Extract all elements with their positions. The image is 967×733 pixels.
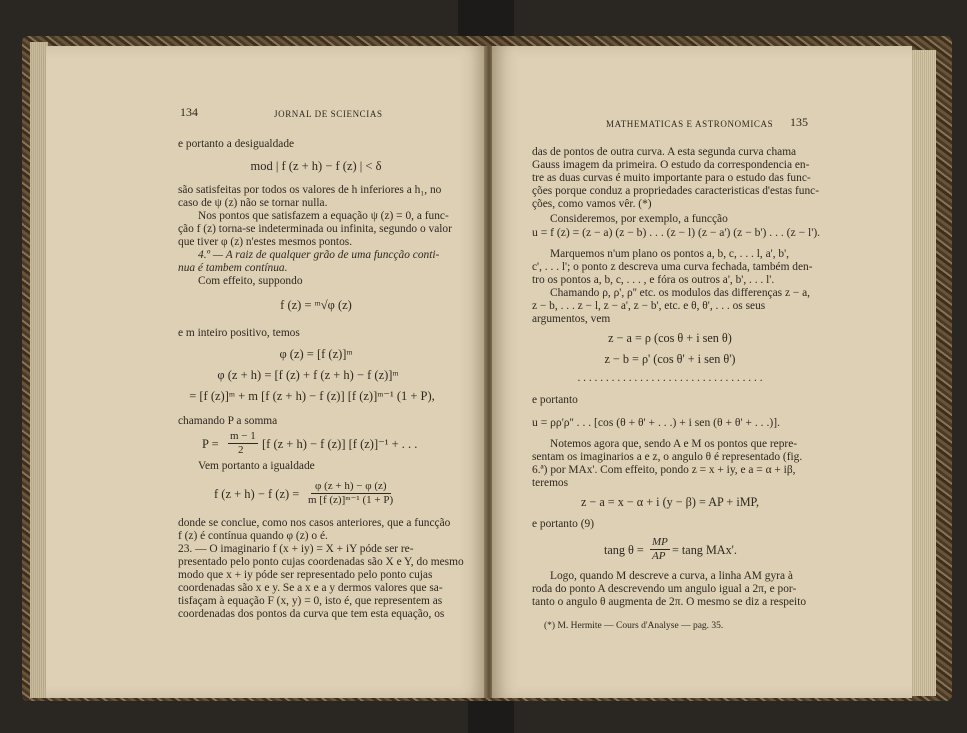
text-line: Gauss imagem da primeira. O estudo da correspondencia en- bbox=[532, 159, 810, 171]
text-line: 4.º — A raiz de qualquer grão de uma funcção conti- bbox=[198, 249, 440, 261]
left-page bbox=[46, 46, 486, 698]
text-line: e m inteiro positivo, temos bbox=[178, 327, 300, 339]
text-line: z − b, . . . z − l, z − a', z − b', etc. e θ, θ', . . . os seus bbox=[532, 300, 766, 312]
fraction-denominator: 2 bbox=[238, 444, 244, 456]
text-line: ções porque conduz a propriedades caracteristicas d'estas func- bbox=[532, 185, 820, 197]
right-page bbox=[492, 46, 912, 698]
equation-lhs: P = bbox=[202, 437, 219, 451]
text-line: Consideremos, por exemplo, a funcção bbox=[550, 213, 728, 225]
text-line: Vem portanto a igualdade bbox=[198, 460, 315, 472]
page-number-left: 134 bbox=[180, 105, 198, 119]
text-line: 23. — O imaginario f (x + iy) = X + iY póde ser re- bbox=[178, 543, 414, 555]
right-page-edges bbox=[910, 50, 936, 696]
equation: mod | f (z + h) − f (z) | < δ bbox=[250, 159, 382, 173]
fraction-denominator: AP bbox=[652, 550, 666, 562]
text-line: tro os pontos a, b, c, . . . , e fóra os outros a', b', . . . l'. bbox=[532, 274, 775, 286]
text-line: sentam os imaginarios a e z, o angulo θ é representado (fig. bbox=[532, 451, 803, 463]
text-line: donde se conclue, como nos casos anteriores, que a funcção bbox=[178, 517, 451, 529]
equation: z − b = ρ' (cos θ' + i sen θ') bbox=[604, 352, 736, 366]
text-line: Notemos agora que, sendo A e M os pontos que repre- bbox=[550, 438, 798, 450]
text-line: c', . . . l'; o ponto z descreva uma curva fechada, também den- bbox=[532, 261, 813, 273]
text-line: ção f (z) torna-se indeterminada ou infinita, segundo o valor bbox=[178, 223, 452, 235]
text-line: Nos pontos que satisfazem a equação ψ (z) = 0, a func- bbox=[198, 210, 449, 222]
text-line: f (z) é contínua quando φ (z) o é. bbox=[178, 530, 328, 542]
text-line: caso de ψ (z) não se tornar nulla. bbox=[178, 197, 328, 209]
text-line: tisfaçam à equação F (x, y) = 0, isto é, que representem as bbox=[178, 595, 443, 607]
text-line: Marquemos n'um plano os pontos a, b, c, . . . l, a', b', bbox=[550, 248, 790, 260]
text-line: são satisfeitas por todos os valores de h inferiores a h₁, no bbox=[178, 184, 442, 196]
equation: z − a = x − α + i (y − β) = AP + iMP, bbox=[580, 495, 760, 509]
text-line: argumentos, vem bbox=[532, 313, 611, 325]
fraction-numerator: m − 1 bbox=[230, 430, 256, 442]
text-line: roda do ponto A descrevendo um angulo igual a 2π, e por- bbox=[532, 583, 797, 595]
text-line: chamando P a somma bbox=[178, 415, 278, 427]
text-line: tre as duas curvas é muito importante para o estudo das func- bbox=[532, 172, 811, 184]
text-line: nua é tambem contínua. bbox=[178, 262, 288, 274]
text-line: que tiver φ (z) n'estes mesmos pontos. bbox=[178, 236, 353, 248]
text-line: e portanto a desigualdade bbox=[178, 138, 295, 150]
text-line: Com effeito, suppondo bbox=[198, 275, 303, 287]
equation: f (z) = ᵐ√φ (z) bbox=[280, 298, 352, 312]
text-line: presentado pelo ponto cujas coordenadas são X e Y, do mesmo bbox=[178, 556, 464, 568]
text-line: tanto o angulo θ augmenta de 2π. O mesmo se diz a respeito bbox=[532, 596, 807, 608]
equation-rhs: [f (z + h) − f (z)] [f (z)]⁻¹ + . . . bbox=[262, 437, 418, 451]
fraction-denominator: m [f (z)]ᵐ⁻¹ (1 + P) bbox=[308, 494, 394, 506]
fraction-numerator: MP bbox=[652, 536, 668, 548]
running-head-right: MATHEMATICAS E ASTRONOMICAS bbox=[606, 119, 774, 129]
text-line: 6.ª) por MAx'. Com effeito, pondo z = x + iy, e a = α + iβ, bbox=[532, 464, 796, 476]
equation: φ (z + h) = [f (z) + f (z + h) − f (z)]ᵐ bbox=[217, 368, 399, 382]
dotted-line: . . . . . . . . . . . . . . . . . . . . . . . . . . . . . . . . . bbox=[577, 372, 763, 384]
text-line: modo que x + iy póde ser representado pelo ponto cujas bbox=[178, 569, 433, 581]
text-line: ções, como vamos vêr. (*) bbox=[532, 198, 652, 210]
equation: u = ρρ'ρ'' . . . [cos (θ + θ' + . . .) + i sen (θ + θ' + . . .)]. bbox=[532, 416, 780, 429]
equation: = [f (z)]ᵐ + m [f (z + h) − f (z)] [f (z)]ᵐ⁻¹ (1 + P), bbox=[189, 389, 435, 403]
text-line: coordenadas são x e y. Se a x e a y dermos valores que sa- bbox=[178, 582, 443, 594]
equation-lhs: f (z + h) − f (z) = bbox=[214, 487, 300, 501]
page-number-right: 135 bbox=[790, 115, 808, 129]
running-head-left: JORNAL DE SCIENCIAS bbox=[274, 109, 383, 119]
fraction-numerator: φ (z + h) − φ (z) bbox=[311, 480, 391, 494]
equation: z − a = ρ (cos θ + i sen θ) bbox=[608, 331, 732, 345]
footnote: (*) M. Hermite — Cours d'Analyse — pag. 35. bbox=[544, 621, 724, 631]
equation-lhs: tang θ = bbox=[604, 543, 644, 557]
equation-rhs: = tang MAx'. bbox=[672, 543, 737, 557]
text-line: e portanto (9) bbox=[532, 518, 594, 530]
equation: u = f (z) = (z − a) (z − b) . . . (z − l) (z − a') (z − b') . . . (z − l'). bbox=[532, 226, 821, 239]
text-line: teremos bbox=[532, 477, 569, 489]
text-line: das de pontos de outra curva. A esta segunda curva chama bbox=[532, 146, 797, 158]
text-line: Chamando ρ, ρ', ρ'' etc. os modulos das differenças z − a, bbox=[550, 287, 811, 299]
text-line: coordenadas dos pontos da curva que tem esta equação, os bbox=[178, 608, 445, 620]
text-line: Logo, quando M descreve a curva, a linha AM gyra à bbox=[550, 570, 793, 582]
text-line: e portanto bbox=[532, 394, 578, 406]
equation: φ (z) = [f (z)]ᵐ bbox=[279, 347, 353, 361]
book-spine-top bbox=[458, 0, 514, 40]
